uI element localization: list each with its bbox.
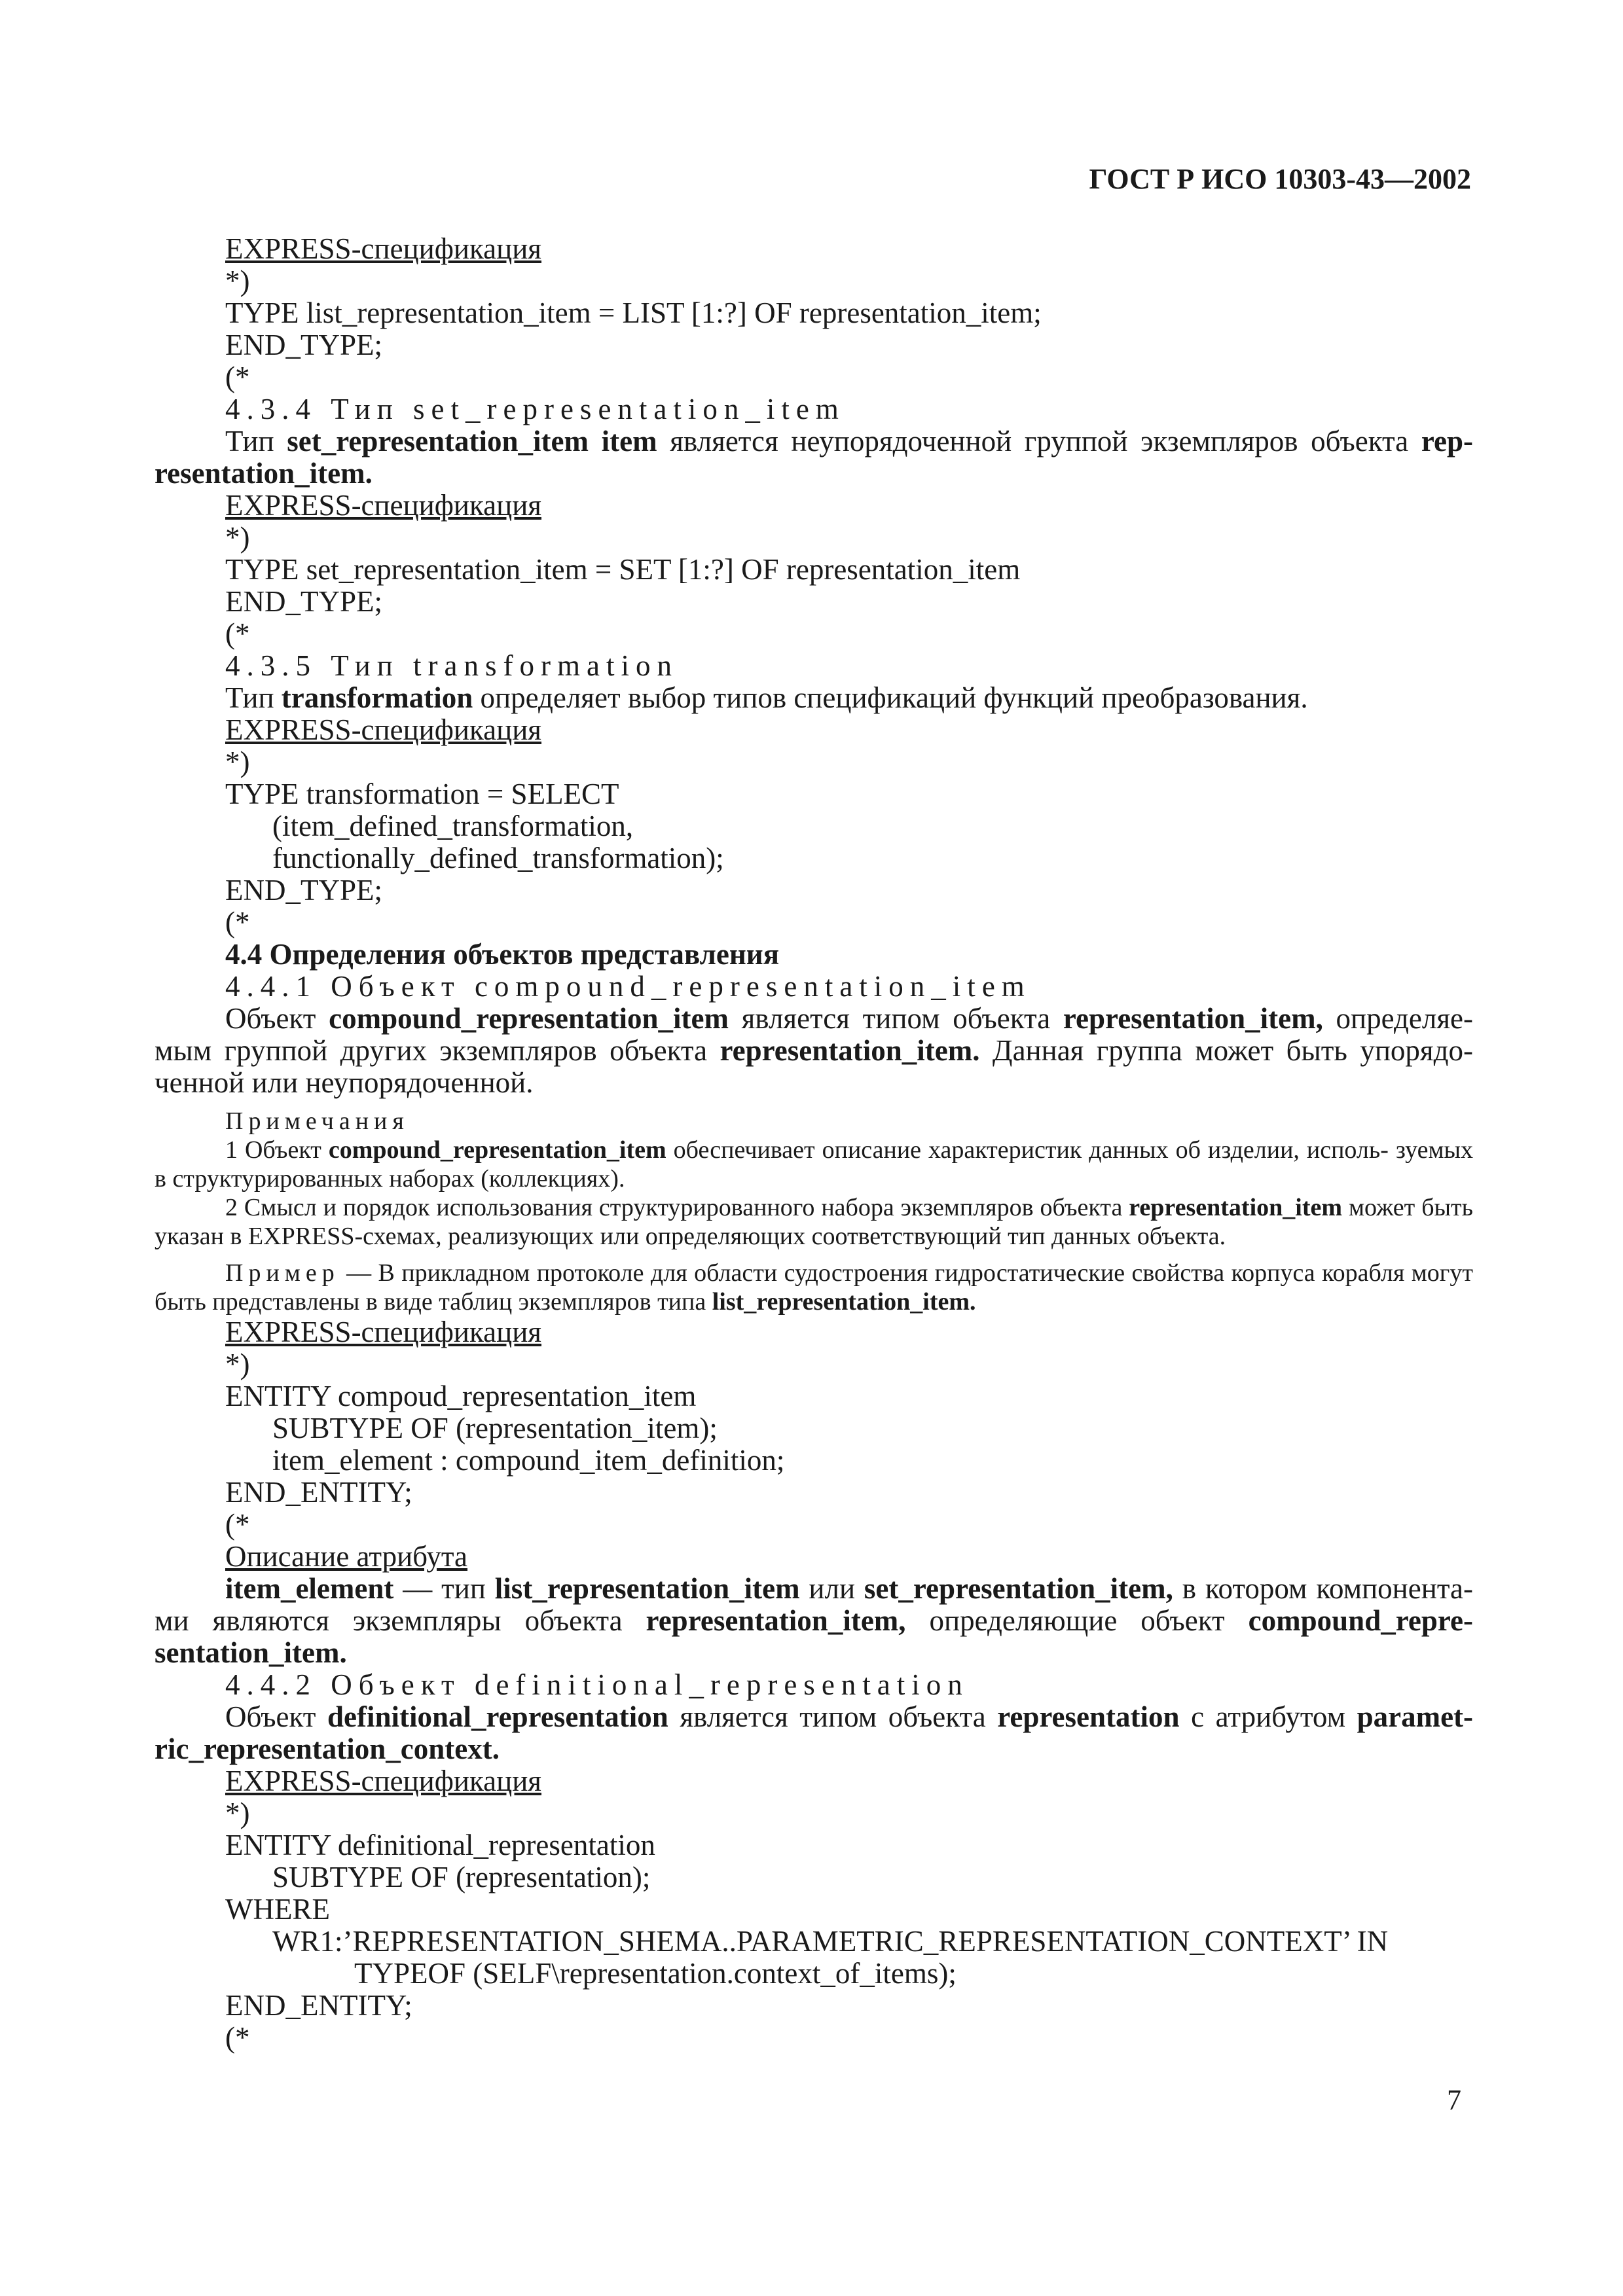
express-spec-label: EXPRESS-спецификация bbox=[225, 713, 542, 746]
code-line: END_TYPE; bbox=[225, 329, 382, 361]
code-line: (* bbox=[225, 906, 250, 939]
code-line: WR1:’REPRESENTATION_SHEMA..PARAMETRIC_REPRESENTATION_CONTEXT’ IN bbox=[272, 1925, 1389, 1958]
code-line: END_ENTITY; bbox=[225, 1476, 412, 1509]
paragraph-4-3-4: Тип set_representation_item item является неупорядоченной группой экземпляров объекта rep- resentation_item. bbox=[155, 425, 1474, 490]
code-line: SUBTYPE OF (representation); bbox=[272, 1861, 651, 1893]
code-line: END_TYPE; bbox=[225, 585, 382, 618]
section-heading-4-4-2: 4.4.2 Объект definitional_representation bbox=[225, 1668, 969, 1701]
express-spec-label: EXPRESS-спецификация bbox=[225, 1765, 542, 1797]
express-spec-label: EXPRESS-спецификация bbox=[225, 232, 542, 265]
paragraph-4-4-1: Объект compound_representation_item является типом объекта representation_item, определяе- мым группой других экземпляров объекта representation_item. Данная группа может быть упорядо- ченной или неупорядоченной. bbox=[155, 1002, 1473, 1099]
attribute-description-label: Описание атрибута bbox=[225, 1540, 468, 1573]
express-spec-label: EXPRESS-спецификация bbox=[225, 489, 542, 522]
code-line: END_ENTITY; bbox=[225, 1989, 412, 2022]
code-line: TYPE transformation = SELECT bbox=[225, 778, 619, 810]
code-line: SUBTYPE OF (representation_item); bbox=[272, 1412, 718, 1444]
section-heading-4-3-5: 4.3.5 Тип transformation bbox=[225, 649, 678, 682]
paragraph-4-3-5: Тип transformation определяет выбор типов спецификаций функций преобразования. bbox=[225, 681, 1308, 714]
code-line: TYPE set_representation_item = SET [1:?] OF representation_item bbox=[225, 553, 1021, 586]
page-body bbox=[155, 233, 1473, 2054]
code-line: ENTITY definitional_representation bbox=[225, 1829, 655, 1861]
code-line: *) bbox=[225, 264, 250, 297]
code-line: (* bbox=[225, 361, 250, 393]
example-paragraph: Пример — В прикладном протоколе для области судостроения гидростатические свойства корпуса корабля могут быть представлены в виде таблиц экземпляров типа list_representation_item. bbox=[155, 1259, 1474, 1316]
code-line: (* bbox=[225, 1508, 250, 1541]
code-line: *) bbox=[225, 521, 250, 554]
code-line: item_element : compound_item_definition; bbox=[272, 1444, 785, 1477]
document-header: ГОСТ Р ИСО 10303-43—2002 bbox=[1089, 163, 1471, 195]
section-heading-4-4-1: 4.4.1 Объект compound_representation_item bbox=[225, 970, 1031, 1003]
code-line: WHERE bbox=[225, 1893, 330, 1926]
note-1: 1 Объект compound_representation_item обеспечивает описание характеристик данных об изделии, исполь- зуемых в структурированных наборах (коллекциях). bbox=[155, 1136, 1474, 1193]
code-line: TYPEOF (SELF\representation.context_of_items); bbox=[354, 1957, 957, 1990]
code-line: (item_defined_transformation, bbox=[272, 810, 634, 842]
express-spec-label: EXPRESS-спецификация bbox=[225, 1316, 542, 1348]
attribute-description: item_element — тип list_representation_item или set_representation_item, в котором компонента- ми являются экземпляры объекта representation_item, определяющие объект compound_repre- sentation_item. bbox=[155, 1572, 1474, 1669]
code-line: (* bbox=[225, 617, 250, 650]
note-2: 2 Смысл и порядок использования структурированного набора экземпляров объекта representation_item может быть указан в EXPRESS-схемах, реализующих или определяющих соответствующий тип данных объекта. bbox=[155, 1194, 1473, 1250]
page-number: 7 bbox=[1447, 2084, 1461, 2116]
notes-heading: Примечания bbox=[225, 1107, 409, 1135]
code-line: *) bbox=[225, 745, 250, 778]
code-line: (* bbox=[225, 2021, 250, 2054]
code-line: functionally_defined_transformation); bbox=[272, 842, 724, 874]
paragraph-4-4-2: Объект definitional_representation является типом объекта representation с атрибутом paramet- ric_representation_context. bbox=[155, 1700, 1474, 1765]
code-line: *) bbox=[225, 1797, 250, 1829]
code-line: *) bbox=[225, 1348, 250, 1380]
section-heading-4-4: 4.4 Определения объектов представления bbox=[225, 938, 780, 971]
section-heading-4-3-4: 4.3.4 Тип set_representation_item bbox=[225, 393, 845, 425]
code-line: TYPE list_representation_item = LIST [1:?] OF representation_item; bbox=[225, 296, 1042, 329]
code-line: END_TYPE; bbox=[225, 874, 382, 906]
code-line: ENTITY compoud_representation_item bbox=[225, 1380, 697, 1412]
